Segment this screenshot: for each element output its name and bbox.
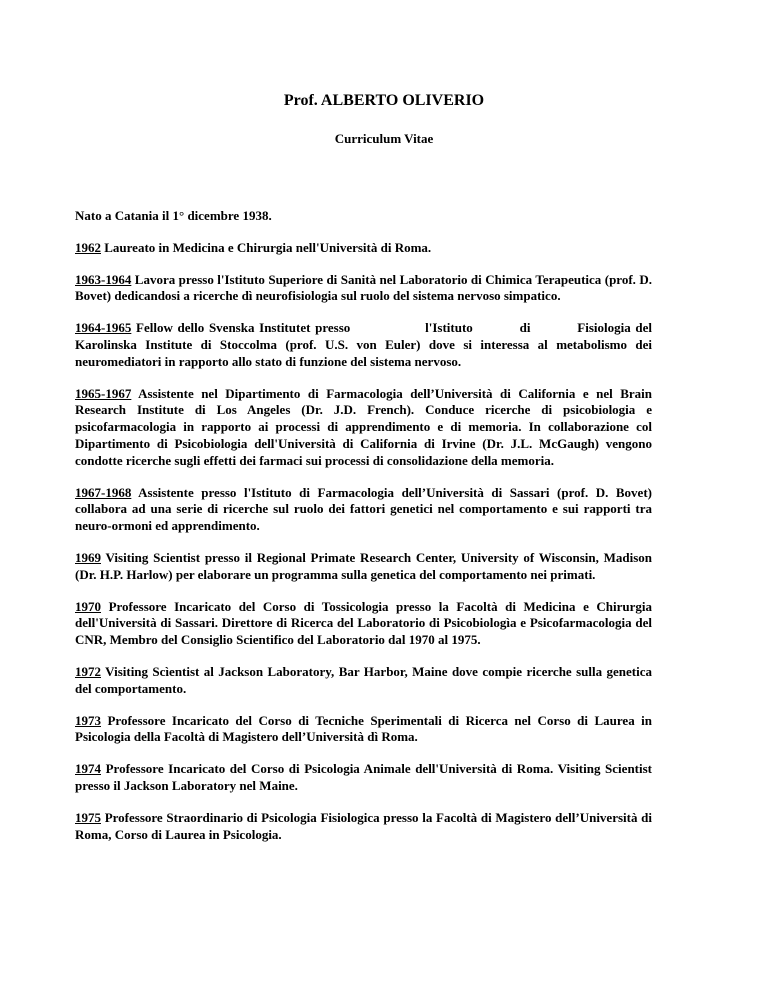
entry-text-part: di xyxy=(519,320,531,336)
entry-text: Professore Incaricato del Corso di Psicologia Animale dell'Università di Roma. Visiting Scientist presso il Jackson Laboratory nel Maine. xyxy=(75,761,653,793)
entry-year: 1975 xyxy=(75,809,101,825)
cv-body xyxy=(75,208,652,858)
cv-entry-1967-1968 xyxy=(75,485,652,535)
page-title: Prof. ALBERTO OLIVERIO xyxy=(283,92,485,109)
entry-text: Professore Straordinario di Psicologia Fisiologica presso la Facoltà di Magistero dell’Università di Roma, Corso di Laurea in Psicologia. xyxy=(75,809,653,842)
entry-text: Visiting Scientist presso il Regional Primate Research Center, University of Wisconsin, Madison (Dr. H.P. Harlow) per elaborare un programma sulla genetica del comportamento nei primati. xyxy=(75,549,652,582)
entry-year: 1965-1967 xyxy=(75,385,132,401)
entry-year: 1973 xyxy=(75,712,101,728)
entry-text: Assistente presso l'Istituto di Farmacologia dell’Università di Sassari (prof. D. Bovet) collabora ad una serie di ricerche sul ruolo dei fattori genetici nel comportamento e sui rapporti tra neuro-ormoni ed apprendimento. xyxy=(75,484,652,534)
cv-entry-1973 xyxy=(75,713,652,747)
entry-text: Professore Incaricato del Corso di Tecniche Sperimentali di Ricerca nel Corso di Laurea in Psicologia della Facoltà di Magistero dell’Università dì Roma. xyxy=(75,712,652,745)
cv-entry-1963-1964 xyxy=(75,272,652,306)
entry-text: Assistente nel Dipartimento di Farmacologia dell’Università di California e nel Brain Research Institute di Los Angeles (Dr. J.D. French). Conduce ricerche di psicobiologia e psicofarmacologia in rapporto ai processi di apprendimento e di memoria. In collaborazione col Dipartimento di Psicobiologia dell'Università di California di Irvine (Dr. J.L. McGaugh) vengono condotte ricerche sugli effetti dei farmaci sui processi di consolidazione della memoria. xyxy=(75,385,652,468)
entry-text: Visiting Scìentist al Jackson Laboratory, Bar Harbor, Maine dove compie ricerche sulla genetica del comportamento. xyxy=(75,663,652,696)
cv-entry-1974 xyxy=(75,761,652,795)
cv-entry-1969 xyxy=(75,550,652,584)
entry-year: 1963-1964 xyxy=(75,271,132,287)
entry-year: 1970 xyxy=(75,598,101,614)
entry-year: 1967-1968 xyxy=(75,484,132,500)
entry-text-part: Fellow dello Svenska Institutet presso xyxy=(136,320,351,336)
entry-year: 1974 xyxy=(75,761,101,777)
entry-year: 1962 xyxy=(75,239,101,255)
entry-text-part: l'Istituto xyxy=(425,320,473,336)
entry-text: del Karolinska Institute di Stoccolma (prof. U.S. von Euler) dove si interessa al metabolismo dei neuromediatori in rapporto allo stato di funzione del sistema nervoso. xyxy=(75,320,653,369)
entry-year: 1964-1965 xyxy=(75,320,132,336)
page-subtitle: Curriculum Vitae xyxy=(334,131,434,146)
entry-text-part: Fisiologia xyxy=(577,320,631,336)
cv-entry-1964-1965 xyxy=(75,320,652,370)
entry-text: Lavora presso l'Istituto Superiore di Sanità nel Laboratorio di Chimica Terapeutica (prof. D. Bovet) dedicandosi a ricerche dì neurofisiologia sul ruolo del sistema nervoso simpatico. xyxy=(75,271,652,304)
cv-entry-1970 xyxy=(75,599,652,649)
birth-line: Nato a Catania il 1° dicembre 1938. xyxy=(75,208,272,223)
cv-entry-1965-1967 xyxy=(75,386,652,470)
cv-entry-1975 xyxy=(75,810,652,844)
entry-text: Laureato in Medicina e Chirurgia nell'Università di Roma. xyxy=(104,239,432,255)
entry-text: Professore Incaricato del Corso di Tossicologia presso la Facoltà di Medicina e Chirurgia dell'Università di Sassari. Direttore di Ricerca del Laboratorio di Psicobiologìa e Psicofarmacologia del CNR, Membro del Consiglio Scientifico del Laboratorio dal 1970 al 1975. xyxy=(75,598,653,648)
entry-year: 1969 xyxy=(75,549,101,565)
entry-year: 1972 xyxy=(75,663,101,679)
cv-entry-1972 xyxy=(75,664,652,698)
cv-entry-1962 xyxy=(75,240,652,257)
